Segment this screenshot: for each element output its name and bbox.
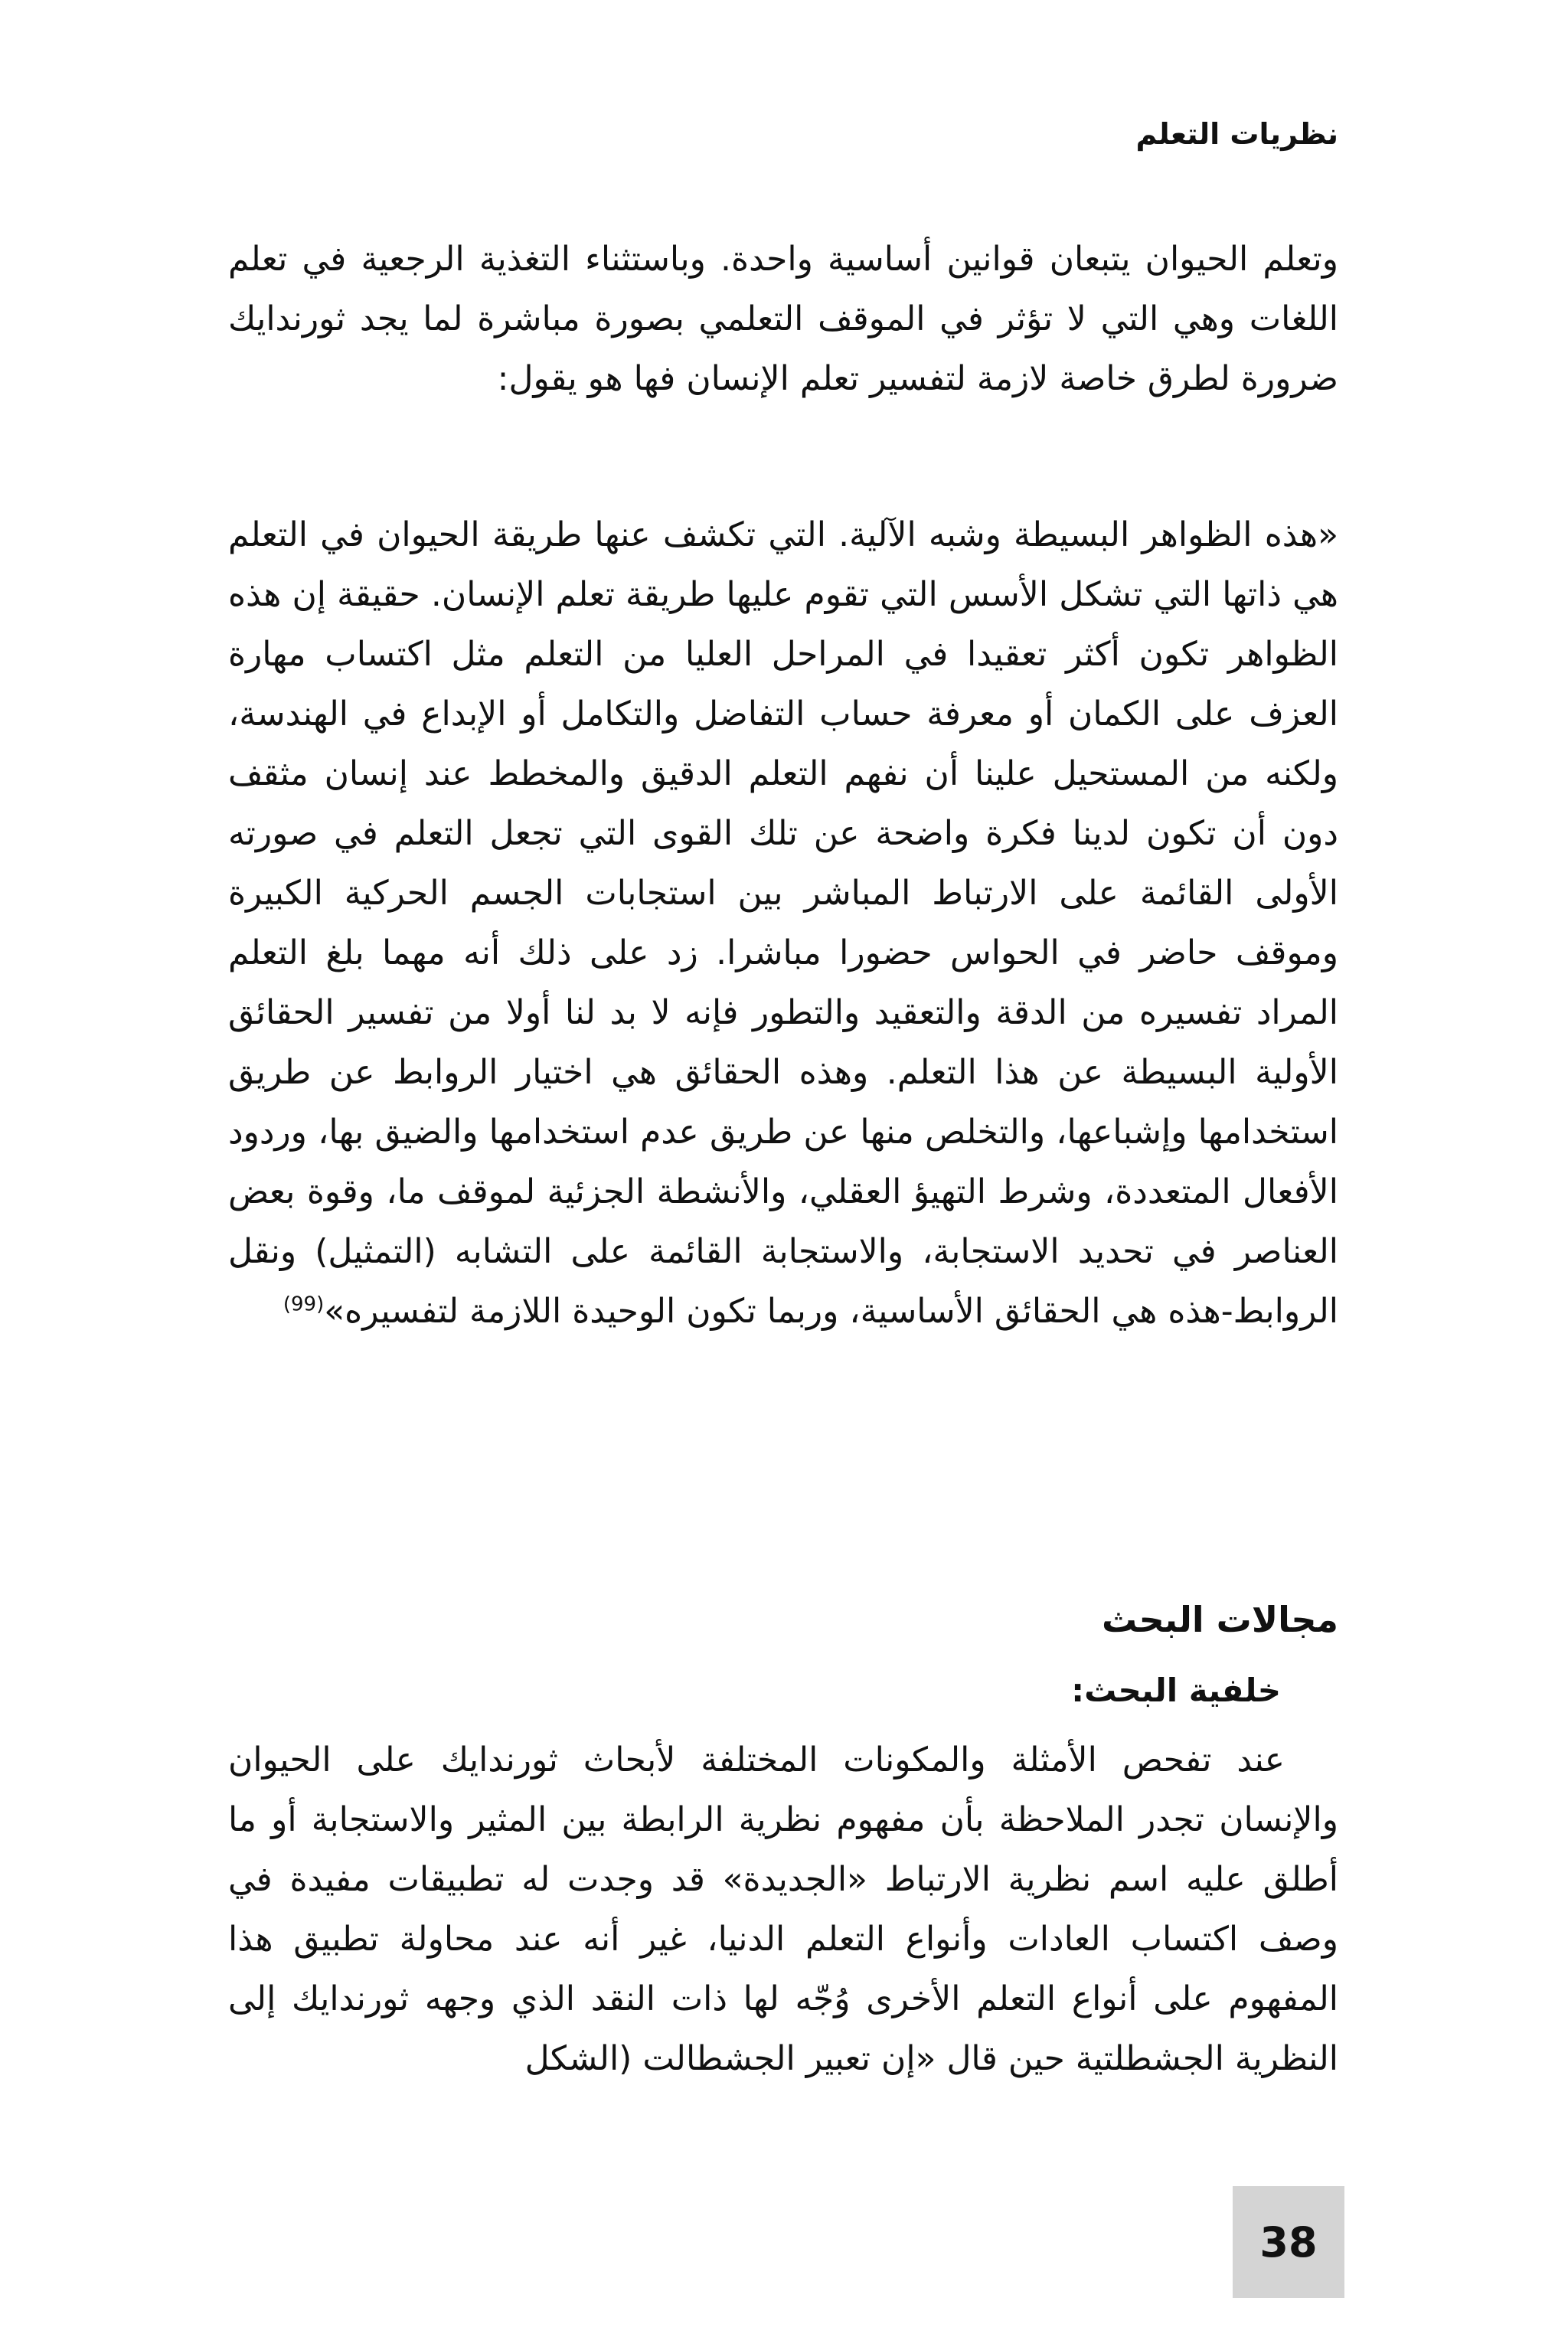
running-header: نظريات التعلم bbox=[1135, 117, 1338, 151]
body-paragraph: عند تفحص الأمثلة والمكونات المختلفة لأبحاث ثورندايك على الحيوان والإنسان تجدر الملاحظة بأن مفهوم نظرية الرابطة بين المثير والاستجابة أو ما أطلق عليه اسم نظرية الارتباط «الجديدة» قد وجدت له تطبيقات مفيدة في وصف اكتساب العادات وأنواع التعلم الدنيا، غير أنه عند محاولة تطبيق هذا المفهوم على أنواع التعلم الأخرى وُجّه لها ذات النقد الذي وجهه ثورندايك إلى النظرية الجشطلتية حين قال «إن تعبير الجشطالت (الشكل bbox=[228, 1740, 1338, 2078]
footnote-reference: (99) bbox=[283, 1293, 325, 1316]
section-heading: مجالات البحث bbox=[1101, 1599, 1338, 1640]
body-paragraph: وتعلم الحيوان يتبعان قوانين أساسية واحدة. وباستثناء التغذية الرجعية في تعلم اللغات وهي التي لا تؤثر في الموقف التعلمي بصورة مباشرة لما يجد ثورندايك ضرورة لطرق خاصة لازمة لتفسير تعلم الإنسان فها هو يقول: bbox=[228, 240, 1338, 398]
page-number: 38 bbox=[1233, 2186, 1344, 2298]
block-quote bbox=[228, 505, 1338, 1342]
subsection-heading: خلفية البحث: bbox=[1071, 1672, 1281, 1709]
quote-text: «هذه الظواهر البسيطة وشبه الآلية. التي تكشف عنها طريقة الحيوان في التعلم هي ذاتها التي تشكل الأسس التي تقوم عليها طريقة تعلم الإنسان. حقيقة إن هذه الظواهر تكون أكثر تعقيدا في المراحل العليا من التعلم مثل اكتساب مهارة العزف على الكمان أو معرفة حساب التفاضل والتكامل أو الإبداع في الهندسة، ولكنه من المستحيل علينا أن نفهم التعلم الدقيق والمخطط عند إنسان مثقف دون أن تكون لدينا فكرة واضحة عن تلك القوى التي تجعل التعلم في صورته الأولى القائمة على الارتباط المباشر بين استجابات الجسم الحركية الكبيرة وموقف حاضر في الحواس حضورا مباشرا. زد على ذلك أنه مهما بلغ التعلم المراد تفسيره من الدقة والتعقيد والتطور فإنه لا بد لنا أولا من تفسير الحقائق الأولية البسيطة عن هذا التعلم. وهذه الحقائق هي اختيار الروابط عن طريق استخدامها وإشباعها، والتخلص منها عن طريق عدم استخدامها والضيق بها، وردود الأفعال المتعددة، وشرط التهيؤ العقلي، والأنشطة الجزئية لموقف ما، وقوة بعض العناصر في تحديد الاستجابة، والاستجابة القائمة على التشابه (التمثيل) ونقل الروابط-هذه هي الحقائق الأساسية، وربما تكون الوحيدة اللازمة لتفسيره» bbox=[228, 515, 1338, 1331]
